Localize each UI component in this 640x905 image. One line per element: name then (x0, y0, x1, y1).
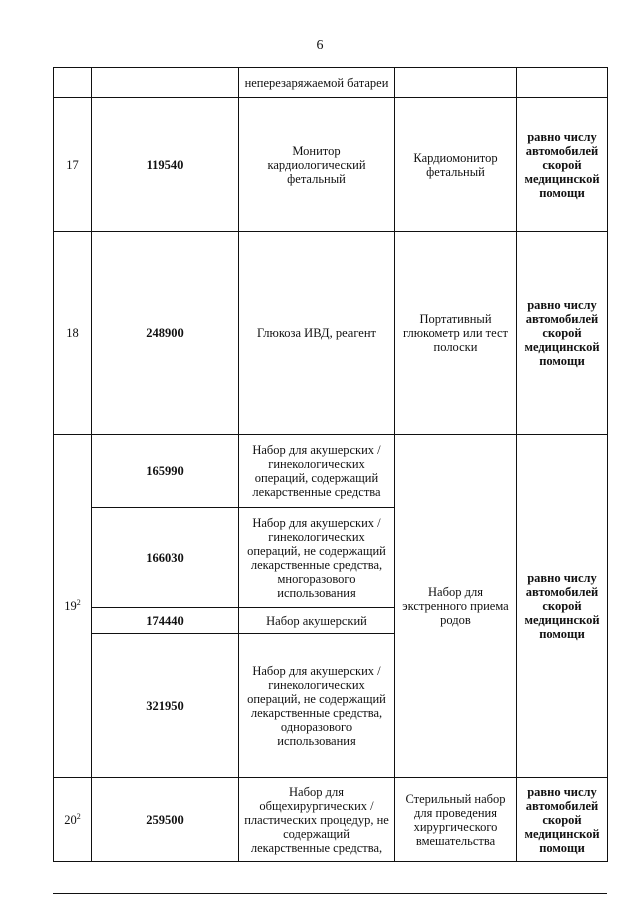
cell-name: Глюкоза ИВД, реагент (239, 232, 395, 435)
table-row (54, 98, 608, 232)
cell-name: Набор для акушерских /гинекологических операций, не содержащий лекарственные средства, многоразового использования (239, 508, 395, 608)
cell-device: Кардиомонитор фетальный (395, 98, 517, 232)
cell-name: Монитор кардиологический фетальный (239, 98, 395, 232)
page-bottom-rule (53, 893, 607, 894)
cell-code: 321950 (92, 634, 239, 778)
cell-num (54, 435, 92, 778)
cell-device (395, 68, 517, 98)
page-number: 6 (316, 38, 324, 53)
row-number: 20 (64, 812, 77, 827)
cell-device: Портативный глюкометр или тест полоски (395, 232, 517, 435)
cell-code: 174440 (92, 608, 239, 634)
cell-num (54, 778, 92, 862)
table-row (54, 435, 608, 508)
cell-name: Набор для акушерских /гинекологических операций, не содержащий лекарственные средства, одноразового использования (239, 634, 395, 778)
cell-qty: равно числу автомобилей скорой медицинской помощи (517, 232, 608, 435)
cell-qty: равно числу автомобилей скорой медицинской помощи (517, 778, 608, 862)
cell-code: 119540 (92, 98, 239, 232)
footnote-mark: 2 (76, 811, 81, 821)
cell-code: 166030 (92, 508, 239, 608)
cell-name: Набор для общехирургических /пластических процедур, не содержащий лекарственные средства, (239, 778, 395, 862)
table-row (54, 232, 608, 435)
equipment-table (53, 67, 608, 862)
cell-name: Набор акушерский (239, 608, 395, 634)
table-row (54, 778, 608, 862)
cell-code: 248900 (92, 232, 239, 435)
cell-num (54, 68, 92, 98)
cell-qty: равно числу автомобилей скорой медицинской помощи (517, 435, 608, 778)
cell-code: 165990 (92, 435, 239, 508)
cell-code (92, 68, 239, 98)
cell-qty: равно числу автомобилей скорой медицинской помощи (517, 98, 608, 232)
cell-qty (517, 68, 608, 98)
cell-device: Набор для экстренного приема родов (395, 435, 517, 778)
cell-num: 17 (54, 98, 92, 232)
cell-device: Стерильный набор для проведения хирургического вмешательства (395, 778, 517, 862)
cell-num: 18 (54, 232, 92, 435)
footnote-mark: 2 (76, 597, 81, 607)
table-row (54, 68, 608, 98)
row-number: 19 (64, 599, 77, 613)
cell-code: 259500 (92, 778, 239, 862)
cell-name: Набор для акушерских /гинекологических операций, содержащий лекарственные средства (239, 435, 395, 508)
cell-name: неперезаряжаемой батареи (239, 68, 395, 98)
